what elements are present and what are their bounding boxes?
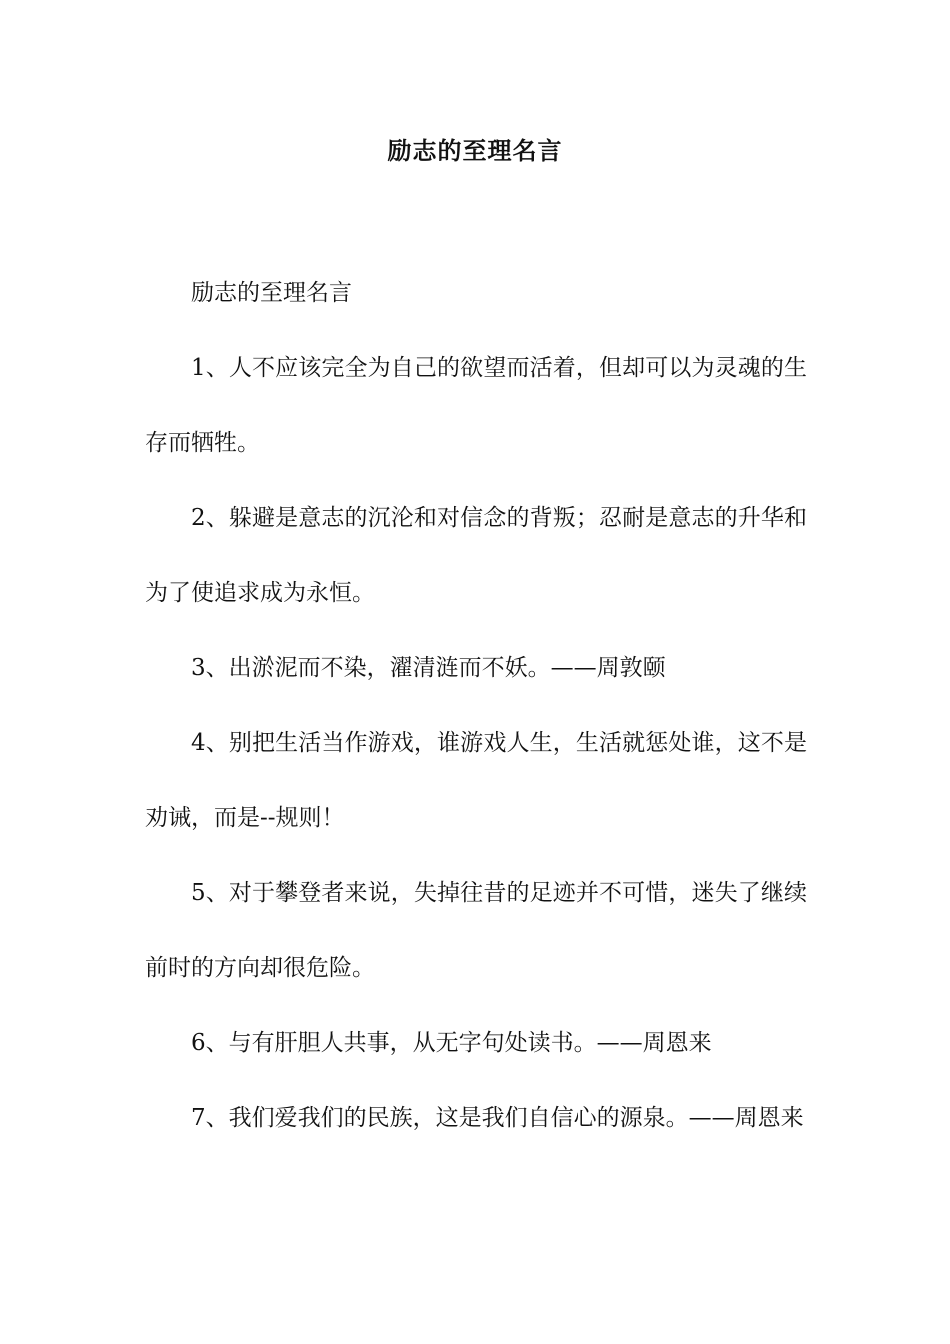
document-title: 励志的至理名言 (387, 136, 563, 165)
quote-item-1: 1、人不应该完全为自己的欲望而活着，但却可以为灵魂的生存而牺牲。 (145, 355, 807, 456)
quote-item-2: 2、躲避是意志的沉沦和对信念的背叛；忍耐是意志的升华和为了使追求成为永恒。 (145, 505, 807, 606)
quote-item-5: 5、对于攀登者来说，失掉往昔的足迹并不可惜，迷失了继续前时的方向却很危险。 (145, 880, 807, 981)
quote-item-7: 7、我们爱我们的民族，这是我们自信心的源泉。——周恩来 (191, 1105, 804, 1131)
quote-item-3: 3、出淤泥而不染，濯清涟而不妖。——周敦颐 (191, 655, 666, 681)
paragraph-subtitle: 励志的至理名言 (191, 280, 352, 306)
quote-item-4: 4、别把生活当作游戏，谁游戏人生，生活就惩处谁，这不是劝诫，而是--规则！ (145, 730, 807, 831)
document-body (145, 256, 807, 1156)
quote-item-6: 6、与有肝胆人共事，从无字句处读书。——周恩来 (191, 1030, 712, 1056)
